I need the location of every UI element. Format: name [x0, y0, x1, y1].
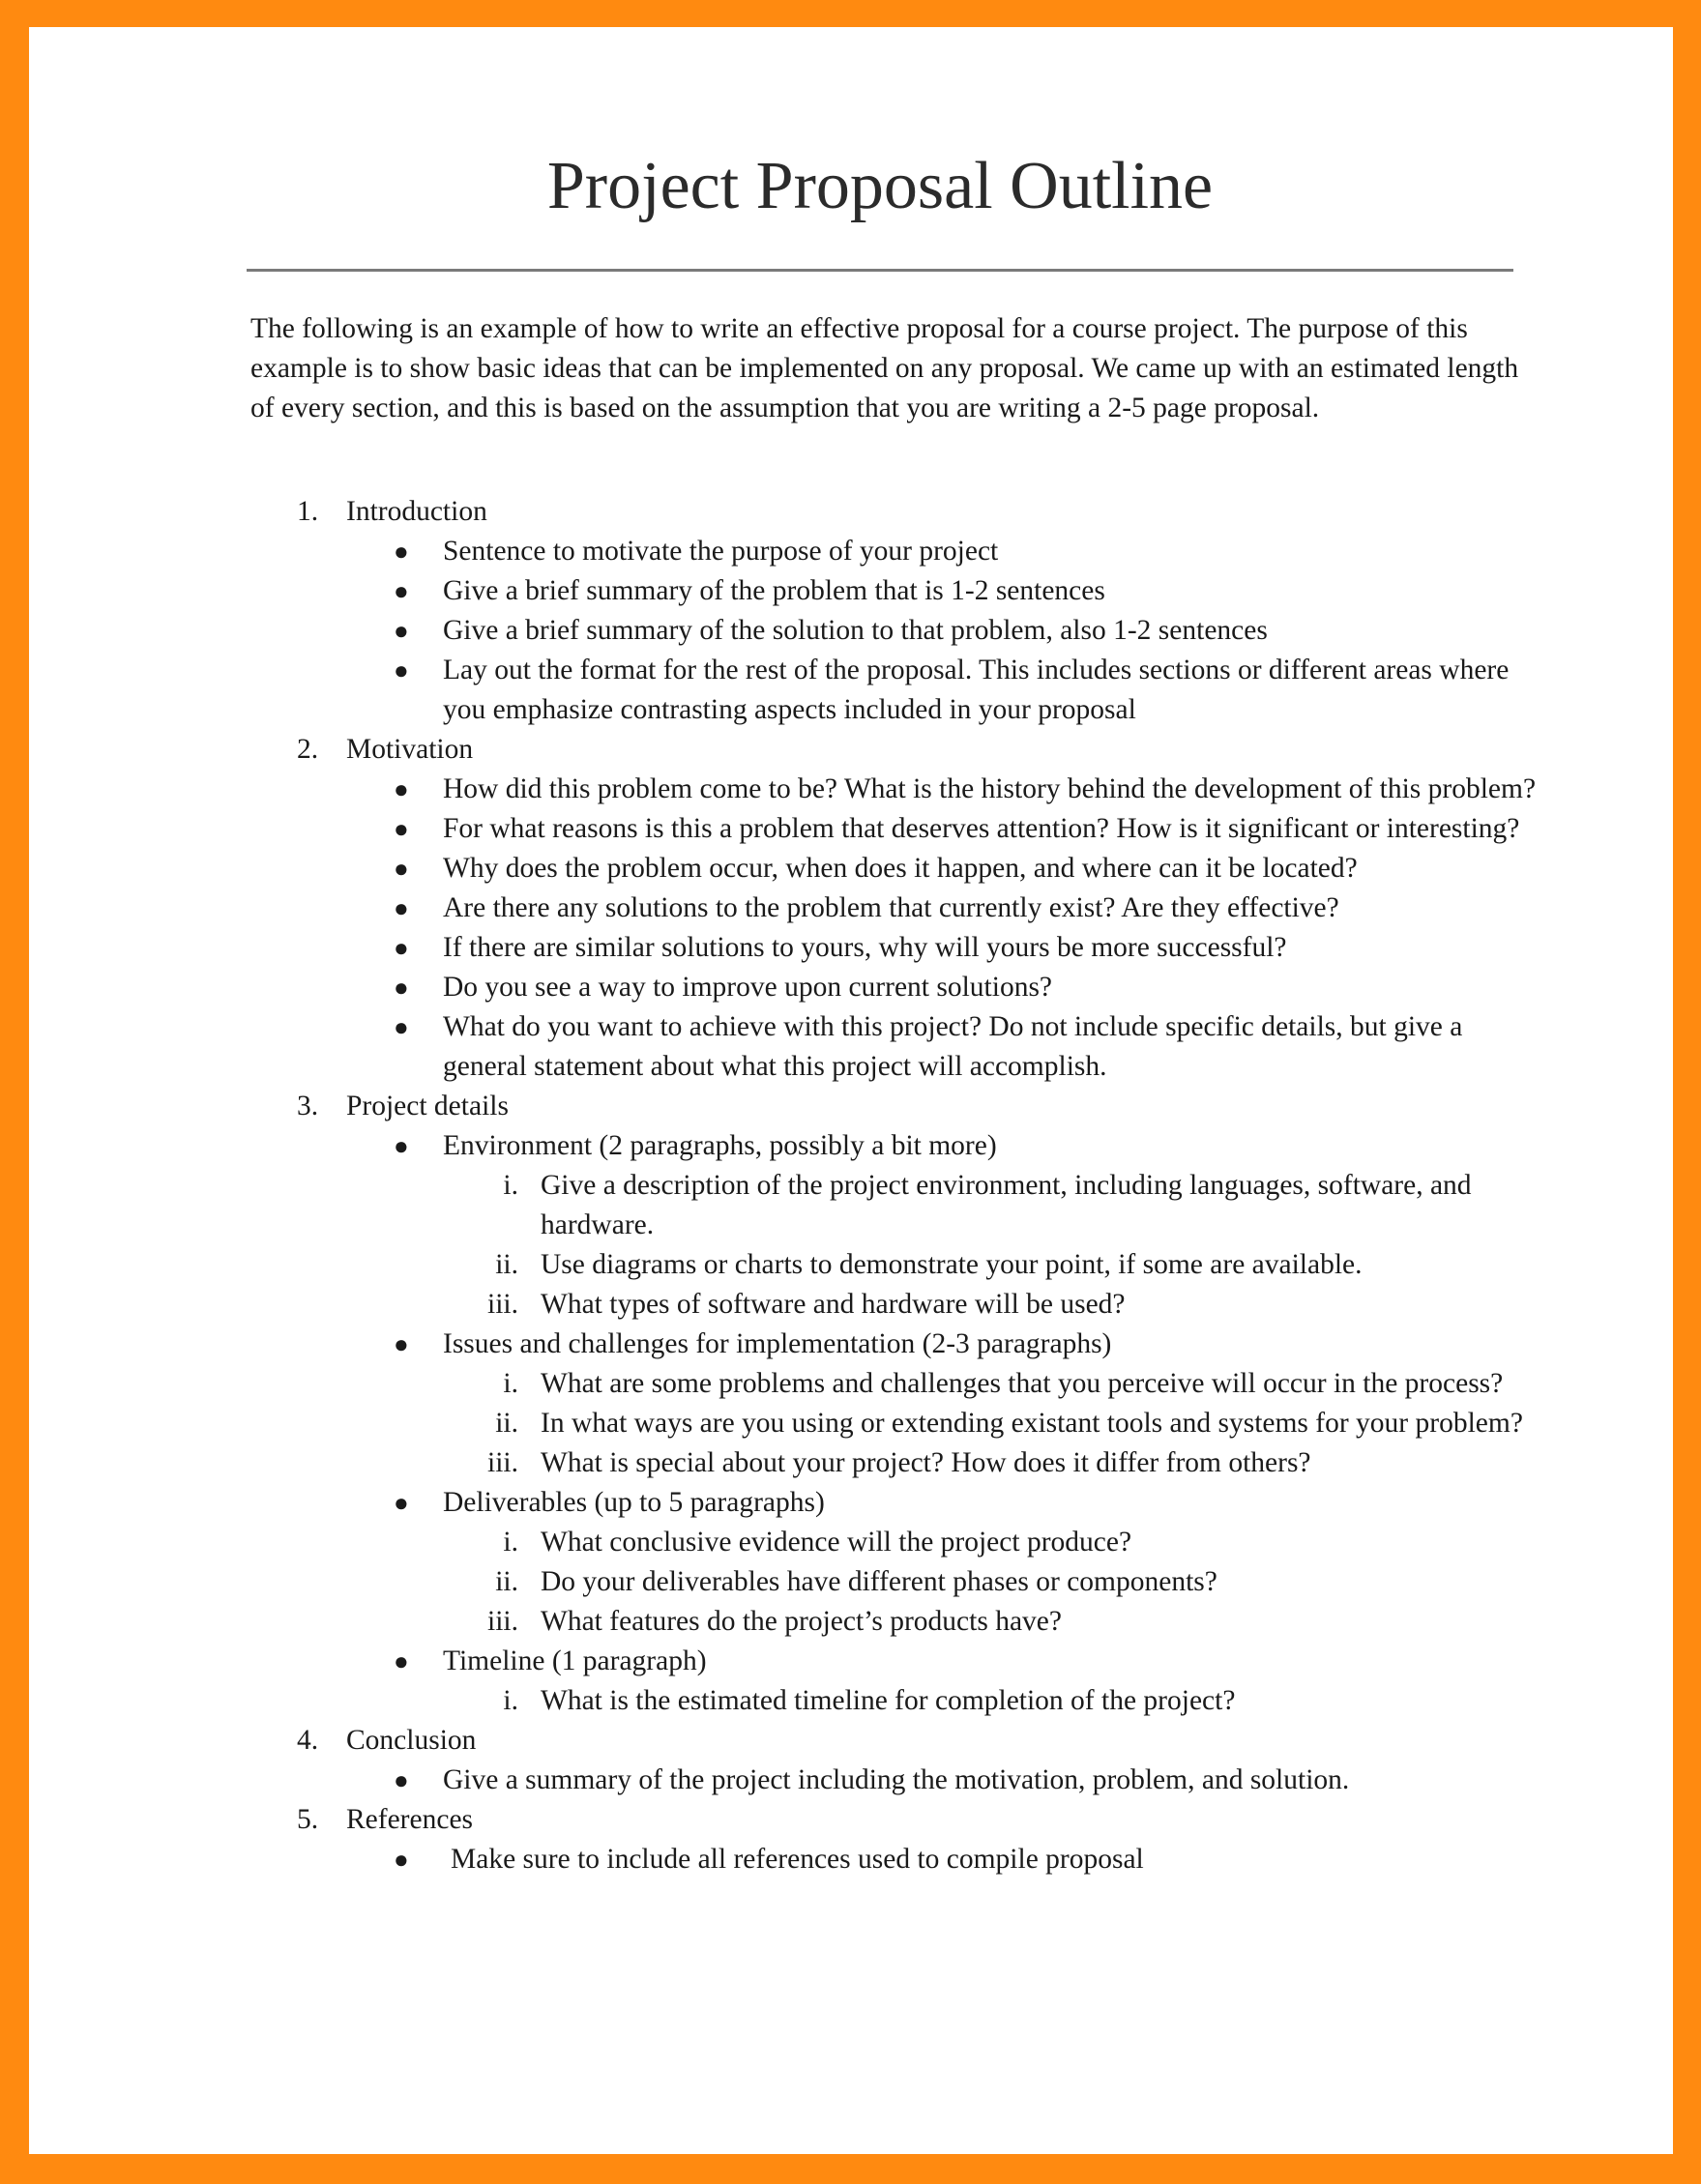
subsection-title: Environment (2 paragraphs, possibly a bit more) — [443, 1130, 997, 1161]
subsection-heading — [250, 1642, 1537, 1681]
list-item — [250, 1443, 1537, 1483]
section-title: References — [346, 1804, 474, 1835]
list-item-text: Make sure to include all references used to compile proposal — [451, 1844, 1144, 1875]
list-item — [250, 809, 1537, 849]
bullet-icon: ● — [394, 577, 409, 605]
list-item-text: What are some problems and challenges that you perceive will occur in the process? — [541, 1368, 1504, 1399]
section-number: 4. — [297, 1725, 319, 1756]
list-item — [250, 1602, 1537, 1642]
item-number: i. — [503, 1527, 518, 1558]
section-heading — [250, 1800, 1537, 1840]
list-item-text: What do you want to achieve with this project? Do not include specific details, but give a general statement about what this project will accomplish. — [443, 1011, 1463, 1082]
list-item — [250, 928, 1537, 968]
list-item-text: What is the estimated timeline for completion of the project? — [541, 1685, 1236, 1716]
list-item-text: Sentence to motivate the purpose of your project — [443, 536, 999, 567]
item-number: ii. — [495, 1566, 518, 1597]
list-item — [250, 651, 1537, 730]
list-item-text: What types of software and hardware will be used? — [541, 1289, 1126, 1320]
item-number: iii. — [487, 1606, 518, 1637]
list-item-text: Give a summary of the project including the motivation, problem, and solution. — [443, 1764, 1350, 1795]
section-heading — [250, 730, 1537, 770]
section-number: 1. — [297, 496, 319, 527]
bullet-icon: ● — [394, 1489, 409, 1517]
bullet-icon: ● — [394, 1330, 409, 1358]
section-heading — [250, 492, 1537, 532]
intro-paragraph: The following is an example of how to write an effective proposal for a course project. The purpose of this example is to show basic ideas that can be implemented on any proposal. We came up with an estimated length of every section, and this is based on the assumption that you are writing a 2-5 page proposal. — [250, 313, 1519, 423]
page-title: Project Proposal Outline — [546, 149, 1214, 223]
list-item-text: Lay out the format for the rest of the proposal. This includes sections or different areas where you emphasize contrasting aspects included in your proposal — [443, 655, 1510, 725]
item-number: iii. — [487, 1447, 518, 1478]
list-item — [250, 1007, 1537, 1087]
list-item — [250, 1681, 1537, 1721]
list-item-text: In what ways are you using or extending existant tools and systems for your problem? — [541, 1408, 1523, 1439]
list-item-text: What is special about your project? How does it differ from others? — [541, 1447, 1311, 1478]
subsection-title: Timeline (1 paragraph) — [443, 1645, 707, 1676]
list-item — [250, 1404, 1537, 1443]
section-number: 5. — [297, 1804, 319, 1835]
bullet-icon: ● — [394, 1846, 409, 1874]
list-item — [250, 1523, 1537, 1562]
section-title: Project details — [346, 1091, 509, 1121]
list-item — [250, 1761, 1537, 1800]
bullet-icon: ● — [394, 894, 409, 922]
bullet-icon: ● — [394, 855, 409, 883]
list-item-text: Give a description of the project environment, including languages, software, and hardware. — [541, 1170, 1472, 1240]
list-item — [250, 888, 1537, 928]
subsection-title: Issues and challenges for implementation (2-3 paragraphs) — [443, 1328, 1112, 1359]
bullet-icon: ● — [394, 1013, 409, 1041]
bullet-icon: ● — [394, 617, 409, 645]
bullet-icon: ● — [394, 656, 409, 684]
section-heading — [250, 1087, 1537, 1126]
section-number: 2. — [297, 734, 319, 765]
list-item-text: Do your deliverables have different phases or components? — [541, 1566, 1217, 1597]
item-number: i. — [503, 1368, 518, 1399]
list-item — [250, 849, 1537, 888]
section-title: Conclusion — [346, 1725, 477, 1756]
document-page — [29, 27, 1673, 2154]
subsection-heading — [250, 1483, 1537, 1523]
list-item — [250, 1840, 1537, 1879]
item-number: ii. — [495, 1249, 518, 1280]
list-item — [250, 571, 1537, 611]
list-item-text: What features do the project’s products have? — [541, 1606, 1062, 1637]
list-item — [250, 968, 1537, 1007]
outline-list — [250, 492, 1537, 1879]
subsection-heading — [250, 1126, 1537, 1166]
section-number: 3. — [297, 1091, 319, 1121]
list-item-text: Do you see a way to improve upon current solutions? — [443, 972, 1053, 1003]
list-item — [250, 611, 1537, 651]
bullet-icon: ● — [394, 1132, 409, 1160]
list-item — [250, 1562, 1537, 1602]
list-item — [250, 1245, 1537, 1285]
list-item — [250, 770, 1537, 809]
section-heading — [250, 1721, 1537, 1761]
bullet-icon: ● — [394, 974, 409, 1002]
item-number: ii. — [495, 1408, 518, 1439]
list-item-text: Are there any solutions to the problem that currently exist? Are they effective? — [443, 892, 1339, 923]
bullet-icon: ● — [394, 538, 409, 566]
list-item-text: Give a brief summary of the solution to that problem, also 1-2 sentences — [443, 615, 1268, 646]
bullet-icon: ● — [394, 815, 409, 843]
list-item — [250, 532, 1537, 571]
item-number: iii. — [487, 1289, 518, 1320]
list-item-text: Use diagrams or charts to demonstrate your point, if some are available. — [541, 1249, 1363, 1280]
list-item — [250, 1285, 1537, 1325]
item-number: i. — [503, 1685, 518, 1716]
list-item-text: Why does the problem occur, when does it happen, and where can it be located? — [443, 853, 1358, 884]
section-title: Motivation — [346, 734, 474, 765]
list-item — [250, 1364, 1537, 1404]
subsection-heading — [250, 1325, 1537, 1364]
bullet-icon: ● — [394, 934, 409, 962]
title-underline — [247, 269, 1513, 272]
item-number: i. — [503, 1170, 518, 1201]
list-item-text: For what reasons is this a problem that deserves attention? How is it significant or interesting? — [443, 813, 1520, 844]
subsection-title: Deliverables (up to 5 paragraphs) — [443, 1487, 825, 1518]
list-item-text: Give a brief summary of the problem that is 1-2 sentences — [443, 575, 1105, 606]
bullet-icon: ● — [394, 775, 409, 803]
section-title: Introduction — [346, 496, 487, 527]
list-item — [250, 1166, 1537, 1245]
bullet-icon: ● — [394, 1647, 409, 1675]
list-item-text: If there are similar solutions to yours, why will yours be more successful? — [443, 932, 1287, 963]
list-item-text: How did this problem come to be? What is the history behind the development of this problem? — [443, 773, 1537, 804]
bullet-icon: ● — [394, 1766, 409, 1794]
list-item-text: What conclusive evidence will the project produce? — [541, 1527, 1132, 1558]
